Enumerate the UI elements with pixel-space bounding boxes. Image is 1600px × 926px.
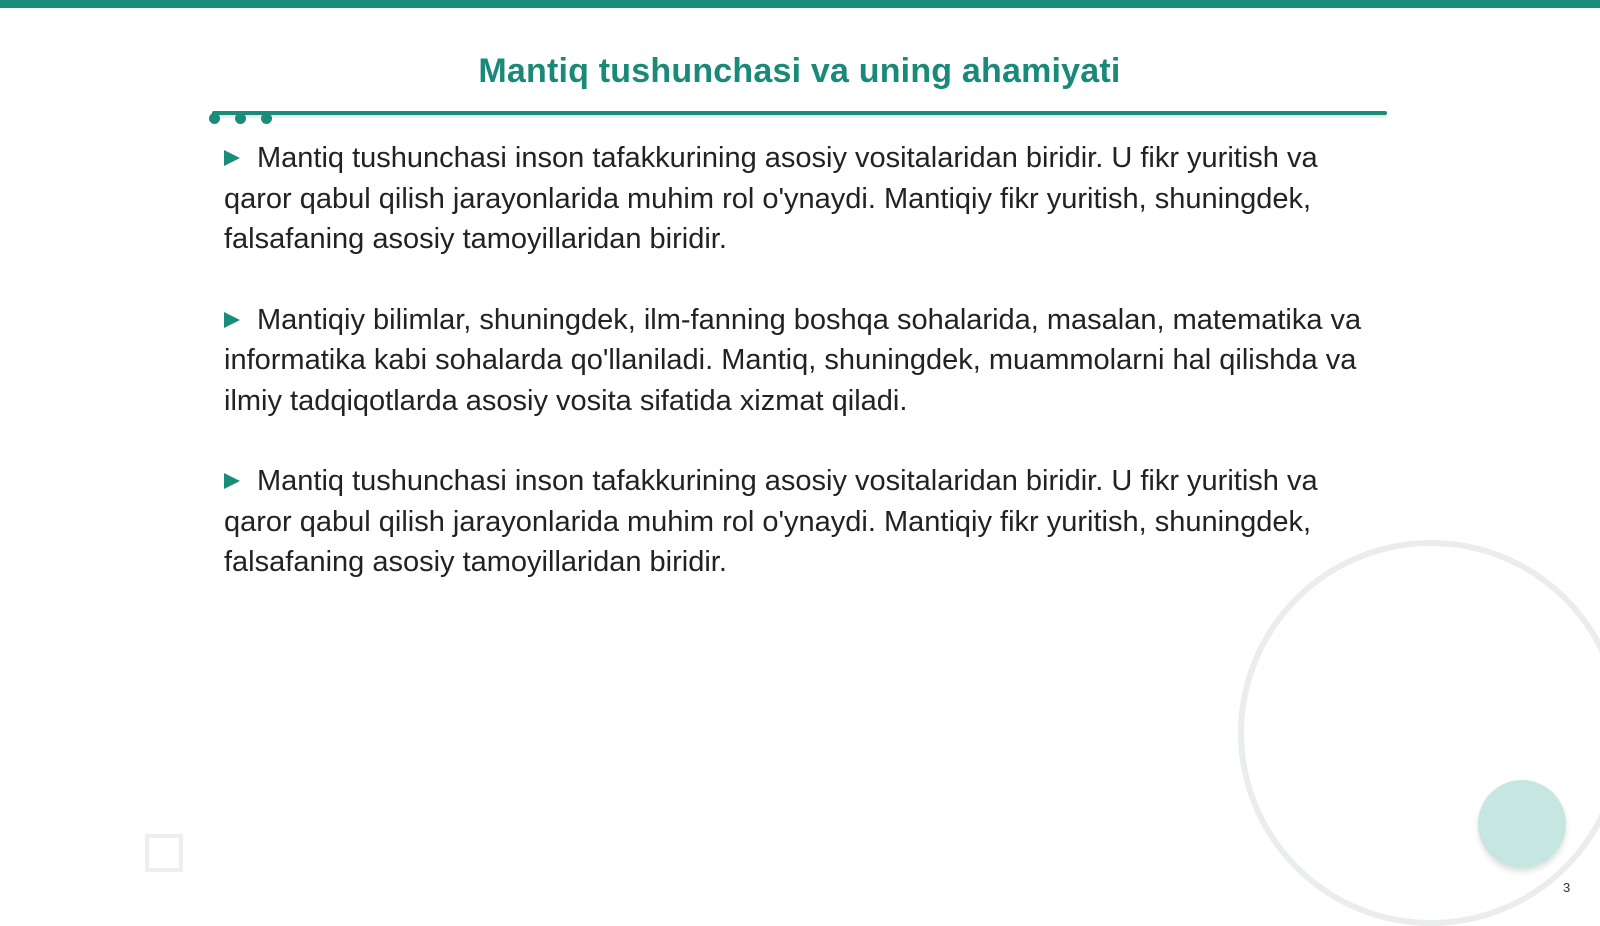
decorative-dot xyxy=(209,113,220,124)
decorative-square xyxy=(145,834,183,872)
decorative-dot xyxy=(235,113,246,124)
triangle-right-icon xyxy=(224,473,240,489)
triangle-right-icon xyxy=(224,312,240,328)
bullet-item xyxy=(224,461,1369,583)
decorative-circle xyxy=(1478,780,1566,868)
title-underline xyxy=(212,111,1387,115)
triangle-right-icon xyxy=(224,150,240,166)
bullet-list xyxy=(224,138,1369,623)
decorative-dot xyxy=(261,113,272,124)
bullet-text: Mantiq tushunchasi inson tafakkurining asosiy vositalaridan biridir. U fikr yuritish va qaror qabul qilish jarayonlarida muhim rol o'ynaydi. Mantiqiy fikr yuritish, shuningdek, falsafaning asosiy tamoyillaridan biridir. xyxy=(224,465,1318,578)
slide-title: Mantiq tushunchasi va uning ahamiyati xyxy=(478,52,1121,90)
page-number: 3 xyxy=(1563,880,1571,895)
bullet-text: Mantiqiy bilimlar, shuningdek, ilm-fanning boshqa sohalarida, masalan, matematika va informatika kabi sohalarda qo'llaniladi. Mantiq, shuningdek, muammolarni hal qilishda va ilmiy tadqiqotlarda asosiy vosita sifatida xizmat qiladi. xyxy=(224,303,1362,417)
bullet-item xyxy=(224,300,1369,422)
decorative-ring xyxy=(1238,540,1600,926)
bullet-item xyxy=(224,138,1369,260)
top-accent-bar xyxy=(0,0,1600,8)
bullet-text: Mantiq tushunchasi inson tafakkurining asosiy vositalaridan biridir. U fikr yuritish va qaror qabul qilish jarayonlarida muhim rol o'ynaydi. Mantiqiy fikr yuritish, shuningdek, falsafaning asosiy tamoyillaridan biridir. xyxy=(224,142,1318,255)
